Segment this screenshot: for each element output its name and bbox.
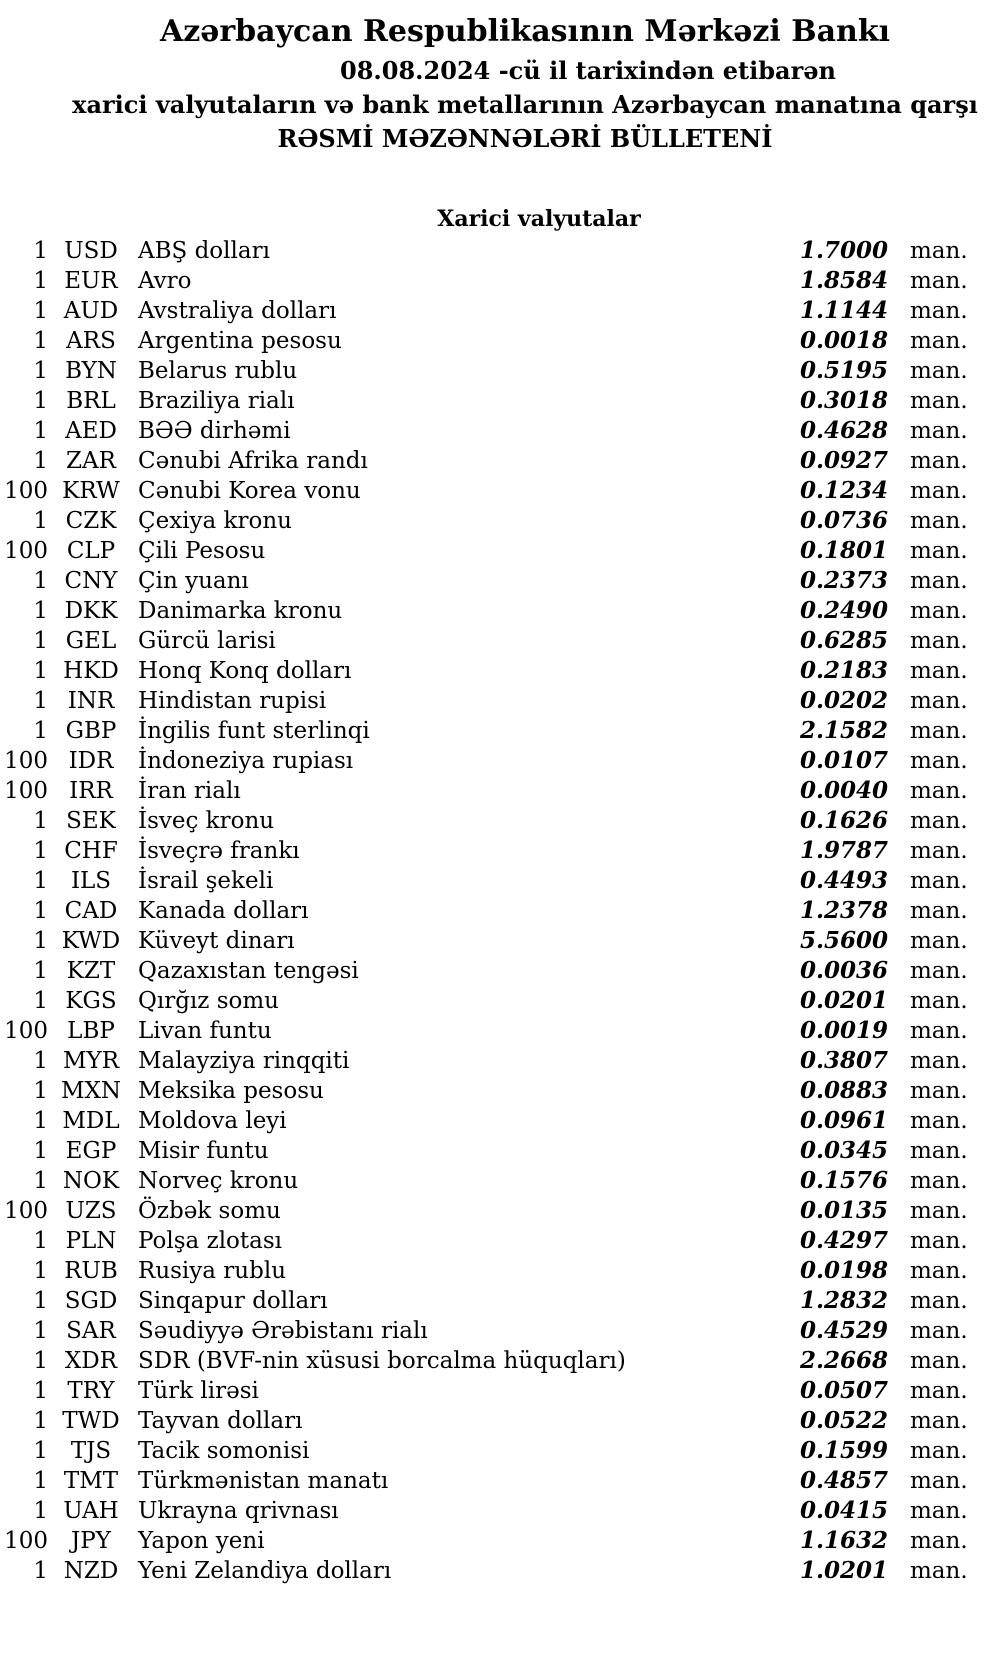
rate-row [0, 1496, 1000, 1526]
currency-code: TRY [67, 1378, 115, 1404]
currency-name: Meksika pesosu [138, 1078, 324, 1104]
currency-name: Küveyt dinarı [138, 928, 295, 954]
currency-name: Misir funtu [138, 1138, 269, 1164]
quantity: 1 [33, 1348, 48, 1374]
quantity: 100 [4, 1018, 48, 1044]
unit-label: man. [910, 568, 968, 594]
rate-row [0, 746, 1000, 776]
quantity: 1 [33, 808, 48, 834]
exchange-rate: 0.0736 [799, 507, 888, 534]
currency-code: KZT [66, 958, 116, 984]
currency-code: AED [65, 418, 117, 444]
exchange-rate: 0.0201 [799, 987, 888, 1014]
quantity: 1 [33, 298, 48, 324]
currency-code: PLN [65, 1228, 117, 1254]
unit-label: man. [910, 1318, 968, 1344]
currency-name: İsveç kronu [138, 808, 275, 834]
quantity: 1 [33, 1138, 48, 1164]
unit-label: man. [910, 1348, 968, 1374]
exchange-rate: 1.2832 [799, 1287, 888, 1314]
rate-row [0, 626, 1000, 656]
unit-label: man. [910, 388, 968, 414]
currency-name: Rusiya rublu [138, 1258, 287, 1284]
unit-label: man. [910, 1288, 968, 1314]
rate-row [0, 1256, 1000, 1286]
currency-name: Çexiya kronu [138, 508, 292, 534]
rate-row [0, 1136, 1000, 1166]
exchange-rate: 0.3807 [799, 1047, 888, 1074]
unit-label: man. [910, 238, 968, 264]
currency-code: HKD [63, 658, 119, 684]
currency-name: Kanada dolları [138, 898, 309, 924]
quantity: 1 [33, 598, 48, 624]
currency-name: İran rialı [138, 778, 241, 804]
currency-name: SDR (BVF-nin xüsusi borcalma hüquqları) [138, 1348, 626, 1374]
unit-label: man. [910, 1018, 968, 1044]
exchange-rate: 0.0036 [799, 957, 888, 984]
unit-label: man. [910, 1558, 968, 1584]
exchange-rate: 0.1576 [799, 1167, 888, 1194]
exchange-rate: 0.4529 [799, 1317, 888, 1344]
unit-label: man. [910, 328, 968, 354]
exchange-rate: 0.1801 [799, 537, 888, 564]
rate-row [0, 1076, 1000, 1106]
exchange-rate: 0.0107 [799, 747, 888, 774]
quantity: 1 [33, 238, 48, 264]
currency-name: Tacik somonisi [138, 1438, 310, 1464]
currency-name: Yapon yeni [138, 1528, 265, 1554]
currency-code: TJS [70, 1438, 112, 1464]
currency-code: ILS [70, 868, 112, 894]
currency-name: Türkmənistan manatı [138, 1468, 389, 1494]
unit-label: man. [910, 298, 968, 324]
currency-name: İsveçrə frankı [138, 838, 300, 864]
unit-label: man. [910, 1528, 968, 1554]
currency-code: TWD [62, 1408, 120, 1434]
currency-code: XDR [64, 1348, 118, 1374]
currency-code: KGS [65, 988, 117, 1014]
currency-name: Hindistan rupisi [138, 688, 327, 714]
exchange-rate: 0.0883 [799, 1077, 888, 1104]
quantity: 100 [4, 1198, 48, 1224]
exchange-rate: 0.4297 [799, 1227, 888, 1254]
quantity: 1 [33, 658, 48, 684]
currency-code: SAR [66, 1318, 116, 1344]
currency-code: IDR [68, 748, 114, 774]
exchange-rate: 1.1632 [799, 1527, 888, 1554]
exchange-rate: 1.9787 [799, 837, 888, 864]
currency-code: DKK [64, 598, 118, 624]
currency-code: EGP [65, 1138, 117, 1164]
currency-name: İngilis funt sterlinqi [138, 718, 370, 744]
rate-row [0, 1196, 1000, 1226]
exchange-rate: 0.1234 [799, 477, 888, 504]
quantity: 1 [33, 508, 48, 534]
exchange-rate: 0.0345 [799, 1137, 888, 1164]
exchange-rate: 0.0507 [799, 1377, 888, 1404]
exchange-rate: 1.8584 [799, 267, 888, 294]
rate-row [0, 806, 1000, 836]
unit-label: man. [910, 838, 968, 864]
quantity: 1 [33, 988, 48, 1014]
unit-label: man. [910, 658, 968, 684]
currency-name: Çili Pesosu [138, 538, 266, 564]
rate-row [0, 1226, 1000, 1256]
rate-row [0, 356, 1000, 386]
quantity: 1 [33, 688, 48, 714]
currency-code: CNY [64, 568, 118, 594]
unit-label: man. [910, 778, 968, 804]
rate-row [0, 296, 1000, 326]
unit-label: man. [910, 1378, 968, 1404]
unit-label: man. [910, 1168, 968, 1194]
currency-name: Honq Konq dolları [138, 658, 352, 684]
currency-name: BƏƏ dirhəmi [138, 418, 291, 444]
currency-name: Yeni Zelandiya dolları [138, 1558, 392, 1584]
exchange-rate: 0.5195 [799, 357, 888, 384]
quantity: 1 [33, 928, 48, 954]
quantity: 100 [4, 538, 48, 564]
quantity: 1 [33, 1438, 48, 1464]
currency-name: Tayvan dolları [138, 1408, 303, 1434]
currency-code: NZD [63, 1558, 119, 1584]
unit-label: man. [910, 598, 968, 624]
quantity: 1 [33, 838, 48, 864]
currency-code: BYN [65, 358, 117, 384]
currency-name: Moldova leyi [138, 1108, 287, 1134]
currency-name: Özbək somu [138, 1198, 281, 1224]
exchange-rate: 1.0201 [799, 1557, 888, 1584]
currency-code: RUB [64, 1258, 118, 1284]
currency-name: Belarus rublu [138, 358, 298, 384]
currency-name: İsrail şekeli [138, 868, 274, 894]
currency-name: Danimarka kronu [138, 598, 343, 624]
currency-code: MDL [62, 1108, 120, 1134]
currency-name: Avstraliya dolları [138, 298, 337, 324]
currency-code: EUR [64, 268, 118, 294]
unit-label: man. [910, 1198, 968, 1224]
currency-name: Avro [138, 268, 192, 294]
exchange-rate: 0.4857 [799, 1467, 888, 1494]
currency-code: UZS [65, 1198, 117, 1224]
currency-code: UAH [63, 1498, 119, 1524]
quantity: 1 [33, 1048, 48, 1074]
rate-row [0, 1316, 1000, 1346]
currency-code: SGD [64, 1288, 118, 1314]
section-title-foreign-currencies: Xarici valyutalar [437, 206, 641, 232]
currency-name: Qırğız somu [138, 988, 279, 1014]
currency-code: MXN [60, 1078, 122, 1104]
unit-label: man. [910, 1048, 968, 1074]
currency-code: IRR [69, 778, 113, 804]
unit-label: man. [910, 358, 968, 384]
rate-row [0, 596, 1000, 626]
rate-row [0, 476, 1000, 506]
currency-code: CZK [65, 508, 117, 534]
currency-code: KWD [61, 928, 121, 954]
rate-row [0, 1106, 1000, 1136]
rate-row [0, 506, 1000, 536]
rate-row [0, 566, 1000, 596]
unit-label: man. [910, 1498, 968, 1524]
unit-label: man. [910, 1108, 968, 1134]
exchange-rate: 0.0198 [799, 1257, 888, 1284]
quantity: 1 [33, 358, 48, 384]
quantity: 100 [4, 1528, 48, 1554]
currency-name: Cənubi Afrika randı [138, 448, 368, 474]
quantity: 1 [33, 1288, 48, 1314]
rate-row [0, 716, 1000, 746]
quantity: 1 [33, 448, 48, 474]
unit-label: man. [910, 1228, 968, 1254]
currency-name: Türk lirəsi [138, 1378, 259, 1404]
rate-row [0, 1436, 1000, 1466]
rate-row [0, 1526, 1000, 1556]
rate-row [0, 1466, 1000, 1496]
currency-name: Livan funtu [138, 1018, 272, 1044]
rate-row [0, 236, 1000, 266]
quantity: 1 [33, 1318, 48, 1344]
unit-label: man. [910, 898, 968, 924]
currency-name: Polşa zlotası [138, 1228, 283, 1254]
quantity: 1 [33, 1228, 48, 1254]
currency-name: Malayziya rinqqiti [138, 1048, 350, 1074]
rate-row [0, 1166, 1000, 1196]
exchange-rate: 0.2373 [799, 567, 888, 594]
rate-row [0, 986, 1000, 1016]
rate-row [0, 1556, 1000, 1586]
quantity: 1 [33, 268, 48, 294]
exchange-rate: 5.5600 [799, 927, 888, 954]
rate-row [0, 686, 1000, 716]
unit-label: man. [910, 538, 968, 564]
currency-code: TMT [63, 1468, 119, 1494]
currency-name: İndoneziya rupiası [138, 748, 354, 774]
exchange-rate: 0.4493 [799, 867, 888, 894]
currency-code: KRW [62, 478, 120, 504]
exchange-rate: 0.0018 [799, 327, 888, 354]
currency-code: NOK [62, 1168, 120, 1194]
unit-label: man. [910, 988, 968, 1014]
quantity: 1 [33, 1498, 48, 1524]
unit-label: man. [910, 688, 968, 714]
currency-code: JPY [71, 1528, 111, 1554]
rate-row [0, 386, 1000, 416]
exchange-rate: 0.2490 [799, 597, 888, 624]
currency-code: GBP [65, 718, 117, 744]
exchange-rate: 1.2378 [799, 897, 888, 924]
exchange-rate: 0.3018 [799, 387, 888, 414]
unit-label: man. [910, 1408, 968, 1434]
rate-row [0, 266, 1000, 296]
currency-name: ABŞ dolları [138, 238, 270, 264]
quantity: 1 [33, 628, 48, 654]
exchange-rate: 0.0135 [799, 1197, 888, 1224]
unit-label: man. [910, 418, 968, 444]
unit-label: man. [910, 928, 968, 954]
quantity: 1 [33, 1468, 48, 1494]
rate-row [0, 1016, 1000, 1046]
effective-date-line: 08.08.2024 -cü il tarixindən etibarən [340, 56, 836, 85]
exchange-rate: 0.0019 [799, 1017, 888, 1044]
unit-label: man. [910, 448, 968, 474]
currency-code: ZAR [66, 448, 116, 474]
currency-code: CLP [66, 538, 116, 564]
rate-row [0, 1346, 1000, 1376]
rate-row [0, 1406, 1000, 1436]
rates-table [0, 236, 1000, 1586]
currency-code: CAD [64, 898, 118, 924]
currency-name: Gürcü larisi [138, 628, 276, 654]
quantity: 100 [4, 478, 48, 504]
exchange-rate: 0.0415 [799, 1497, 888, 1524]
exchange-rate: 0.0927 [799, 447, 888, 474]
currency-name: Norveç kronu [138, 1168, 299, 1194]
exchange-rate: 0.0961 [799, 1107, 888, 1134]
rate-row [0, 836, 1000, 866]
exchange-rate: 0.4628 [799, 417, 888, 444]
bulletin-subtitle: xarici valyutaların və bank metallarının Azərbaycan manatına qarşı [72, 90, 978, 119]
rate-row [0, 416, 1000, 446]
unit-label: man. [910, 268, 968, 294]
currency-code: INR [67, 688, 115, 714]
unit-label: man. [910, 718, 968, 744]
currency-code: AUD [63, 298, 119, 324]
quantity: 1 [33, 718, 48, 744]
currency-code: CHF [64, 838, 118, 864]
rate-row [0, 866, 1000, 896]
unit-label: man. [910, 1078, 968, 1104]
unit-label: man. [910, 508, 968, 534]
quantity: 1 [33, 418, 48, 444]
unit-label: man. [910, 478, 968, 504]
quantity: 100 [4, 748, 48, 774]
currency-code: BRL [66, 388, 116, 414]
quantity: 1 [33, 898, 48, 924]
currency-name: Ukrayna qrivnası [138, 1498, 339, 1524]
rate-row [0, 956, 1000, 986]
exchange-rate: 2.2668 [799, 1347, 888, 1374]
rate-row [0, 1046, 1000, 1076]
rate-row [0, 446, 1000, 476]
exchange-rate: 0.1599 [799, 1437, 888, 1464]
quantity: 1 [33, 1258, 48, 1284]
currency-name: Argentina pesosu [138, 328, 342, 354]
unit-label: man. [910, 1468, 968, 1494]
unit-label: man. [910, 748, 968, 774]
currency-name: Səudiyyə Ərəbistanı rialı [138, 1318, 428, 1344]
currency-name: Çin yuanı [138, 568, 249, 594]
rate-row [0, 776, 1000, 806]
currency-name: Sinqapur dolları [138, 1288, 328, 1314]
rate-row [0, 536, 1000, 566]
currency-name: Qazaxıstan tengəsi [138, 958, 359, 984]
rate-row [0, 1286, 1000, 1316]
rate-row [0, 656, 1000, 686]
exchange-rate: 1.7000 [799, 237, 888, 264]
quantity: 1 [33, 388, 48, 414]
unit-label: man. [910, 868, 968, 894]
currency-name: Cənubi Korea vonu [138, 478, 361, 504]
quantity: 1 [33, 868, 48, 894]
currency-code: MYR [62, 1048, 120, 1074]
exchange-rate: 0.6285 [799, 627, 888, 654]
quantity: 100 [4, 778, 48, 804]
unit-label: man. [910, 808, 968, 834]
quantity: 1 [33, 568, 48, 594]
exchange-rate: 0.1626 [799, 807, 888, 834]
quantity: 1 [33, 1408, 48, 1434]
quantity: 1 [33, 1078, 48, 1104]
currency-code: ARS [66, 328, 116, 354]
currency-code: SEK [66, 808, 116, 834]
exchange-rate: 0.0522 [799, 1407, 888, 1434]
currency-code: GEL [65, 628, 117, 654]
currency-code: LBP [67, 1018, 115, 1044]
unit-label: man. [910, 1138, 968, 1164]
quantity: 1 [33, 328, 48, 354]
quantity: 1 [33, 1108, 48, 1134]
currency-code: USD [64, 238, 118, 264]
unit-label: man. [910, 1258, 968, 1284]
exchange-rate: 0.0040 [799, 777, 888, 804]
exchange-rate: 1.1144 [799, 297, 888, 324]
unit-label: man. [910, 958, 968, 984]
rate-row [0, 926, 1000, 956]
rate-row [0, 896, 1000, 926]
exchange-rate: 0.0202 [799, 687, 888, 714]
unit-label: man. [910, 628, 968, 654]
exchange-rate: 2.1582 [799, 717, 888, 744]
bulletin-title: RƏSMİ MƏZƏNNƏLƏRİ BÜLLETENİ [277, 124, 773, 153]
quantity: 1 [33, 1378, 48, 1404]
exchange-rate: 0.2183 [799, 657, 888, 684]
rate-row [0, 326, 1000, 356]
bank-title: Azərbaycan Respublikasının Mərkəzi Bankı [159, 14, 891, 49]
quantity: 1 [33, 1558, 48, 1584]
quantity: 1 [33, 958, 48, 984]
rate-row [0, 1376, 1000, 1406]
unit-label: man. [910, 1438, 968, 1464]
currency-name: Braziliya rialı [138, 388, 295, 414]
quantity: 1 [33, 1168, 48, 1194]
